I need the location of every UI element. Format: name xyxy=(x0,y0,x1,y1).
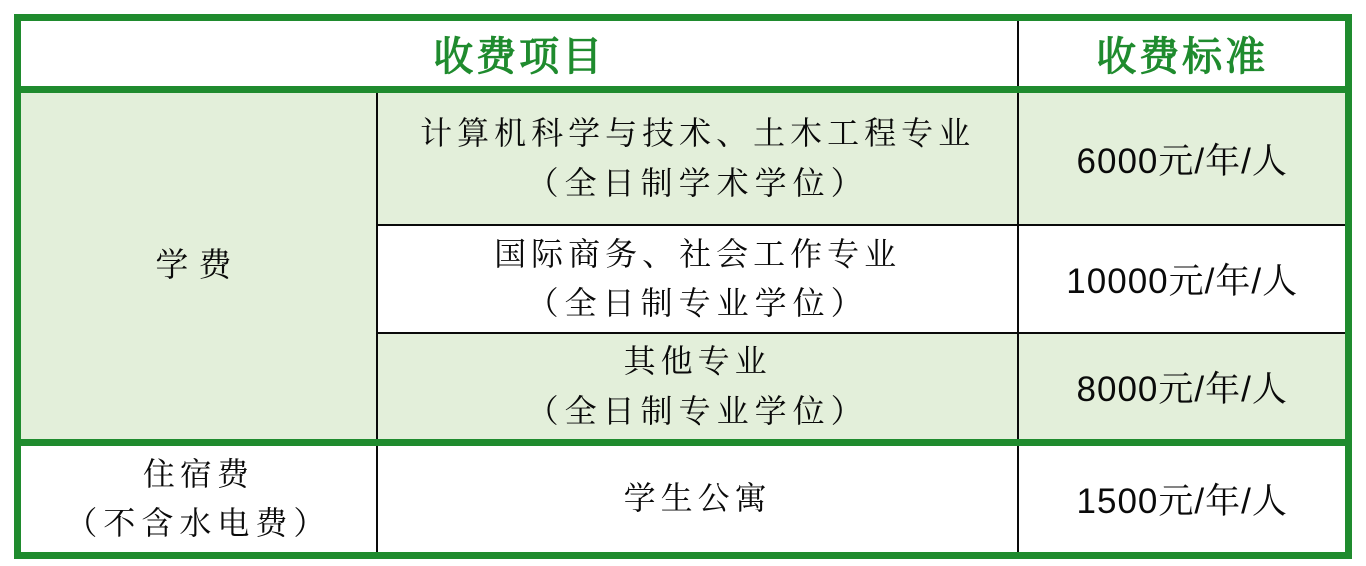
cell-tuition-label: 学费 xyxy=(18,90,377,443)
program-line-1: 国际商务、社会工作专业 xyxy=(494,235,902,272)
program-line-1: 其他专业 xyxy=(623,343,772,380)
cell-price-other: 8000元/年/人 xyxy=(1018,333,1348,443)
cell-price-professional: 10000元/年/人 xyxy=(1018,225,1348,332)
table-row-tuition-academic xyxy=(18,90,1349,226)
accommodation-label-line-2: （不含水电费） xyxy=(65,505,332,542)
header-fee-items: 收费项目 xyxy=(18,18,1019,90)
cell-price-accommodation: 1500元/年/人 xyxy=(1018,443,1348,556)
fee-table xyxy=(14,14,1352,559)
cell-accommodation-item: 学生公寓 xyxy=(377,443,1019,556)
accommodation-label-line-1: 住宿费 xyxy=(142,455,254,492)
cell-program-professional xyxy=(377,225,1019,332)
cell-program-academic xyxy=(377,90,1019,226)
program-line-2: （全日制专业学位） xyxy=(526,392,869,429)
cell-accommodation-label xyxy=(18,443,377,556)
program-line-2: （全日制学术学位） xyxy=(526,164,869,201)
cell-price-academic: 6000元/年/人 xyxy=(1018,90,1348,226)
header-fee-standard: 收费标准 xyxy=(1018,18,1348,90)
table-row-accommodation xyxy=(18,443,1349,556)
program-line-1: 计算机科学与技术、土木工程专业 xyxy=(420,115,976,152)
header-row xyxy=(18,18,1349,90)
program-line-2: （全日制专业学位） xyxy=(526,285,869,322)
cell-program-other xyxy=(377,333,1019,443)
